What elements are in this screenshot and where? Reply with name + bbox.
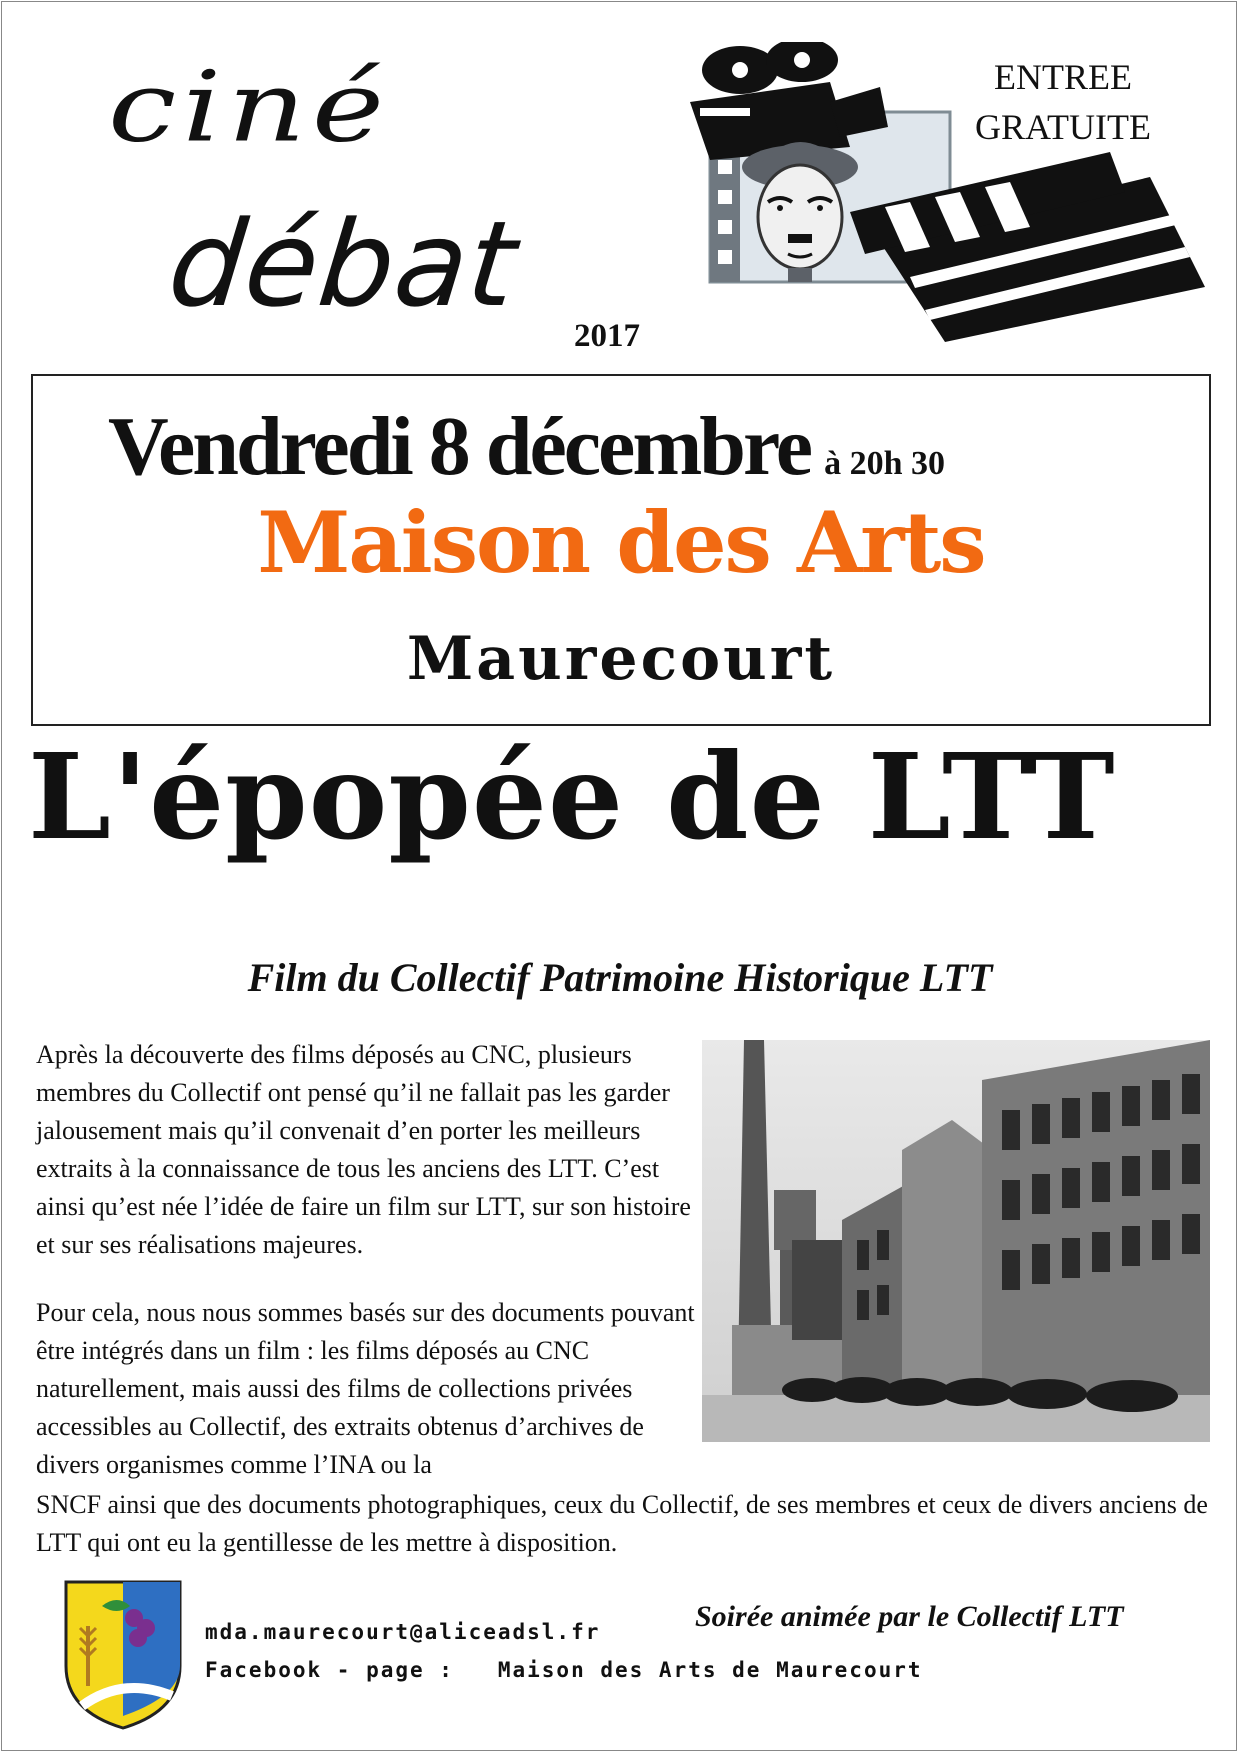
free-entry-line2: GRATUITE (975, 107, 1151, 147)
event-date: Vendredi 8 décembre (108, 400, 811, 493)
date-line (108, 398, 945, 495)
free-entry-line1: ENTREE (994, 57, 1132, 97)
animation-credit: Soirée animée par le Collectif LTT (695, 1600, 1124, 1633)
debat-heading: débat (162, 195, 524, 333)
description-paragraph-1: Après la découverte des films déposés au CNC, plusieurs membres du Collectif ont pensé qu’il ne fallait pas les garder jalousement mais qu’il convenait d’en porter les meilleurs extraits à la connaissance de tous les anciens des LTT. C’est ainsi qu’est née l’idée de faire un film sur LTT, sur son histoire et sur ses réalisations majeures. (36, 1040, 691, 1259)
event-venue: Maison des Arts (257, 493, 985, 592)
event-town: Maurecourt (406, 624, 836, 694)
free-entry-notice (958, 52, 1168, 152)
year-label: 2017 (574, 318, 640, 354)
description-paragraph-3: SNCF ainsi que des documents photographiques, ceux du Collectif, de ses membres et ceux de divers anciens de LTT qui ont eu la gentillesse de les mettre à disposition. (36, 1490, 1208, 1557)
cine-heading: ciné (108, 50, 391, 164)
event-time: à 20h 30 (824, 445, 945, 482)
film-subtitle: Film du Collectif Patrimoine Historique LTT (247, 955, 993, 1000)
contact-email[interactable]: mda.maurecourt@aliceadsl.fr (205, 1620, 601, 1644)
film-title: L'épopée de LTT (28, 727, 1116, 866)
facebook-page[interactable]: Facebook - page : Maison des Arts de Maurecourt (205, 1658, 923, 1682)
event-details-box (31, 374, 1211, 726)
coat-of-arms-icon (62, 1576, 184, 1732)
factory-building-photo (702, 1040, 1210, 1442)
description-paragraph-2: Pour cela, nous nous sommes basés sur des documents pouvant être intégrés dans un film : les films déposés au CNC naturellement, mais aussi des films de collections privées accessibles au Collectif, des extraits obtenus d’archives de divers organismes comme l’INA ou la (36, 1298, 695, 1479)
